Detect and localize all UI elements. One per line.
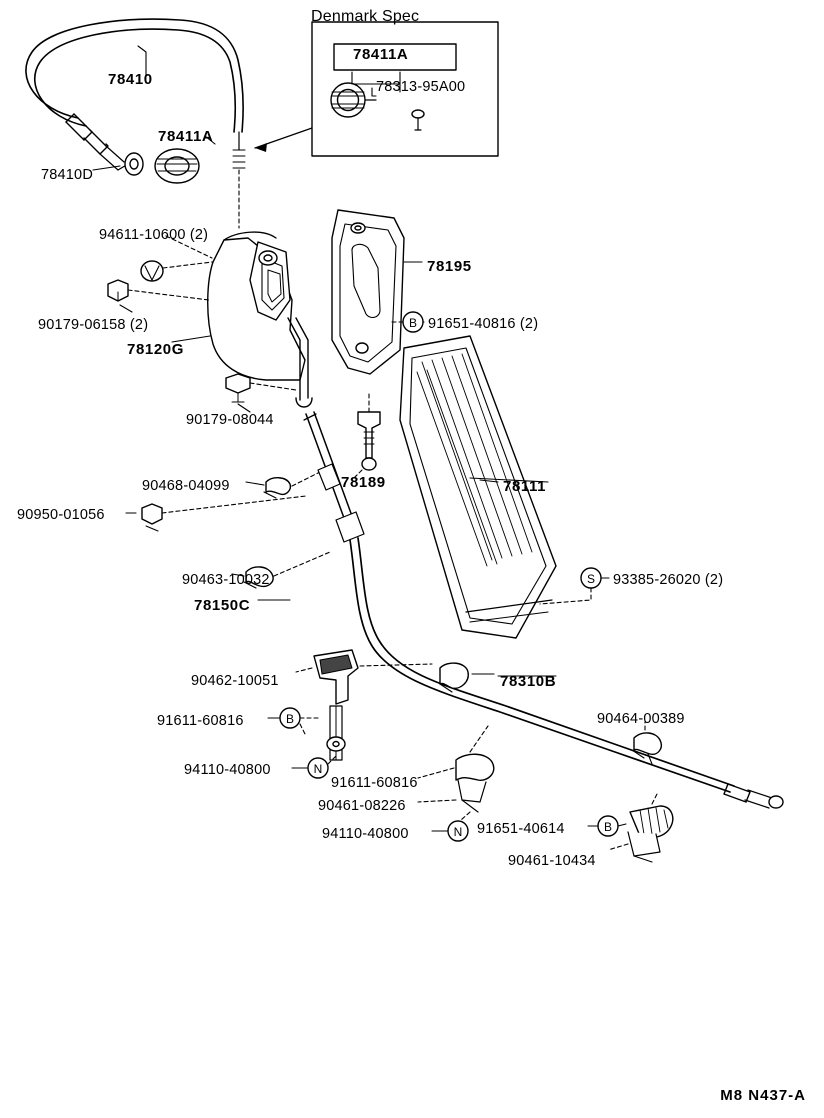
svg-text:N: N — [453, 825, 463, 839]
cable-78150c — [304, 412, 783, 808]
callout-l-90464: 90464-00389 — [597, 711, 685, 727]
part-90464-00389 — [632, 722, 661, 764]
svg-text:B: B — [408, 316, 418, 330]
callout-l-90468: 90468-04099 — [142, 478, 230, 494]
inset-title: Denmark Spec — [311, 8, 420, 25]
pedal-bracket-78120g — [208, 232, 312, 407]
callout-l-78411a: 78411A — [158, 128, 214, 145]
callout-l-91611a: 91611-60816 — [157, 713, 244, 729]
callout-l-91611b: 91611-60816 — [331, 775, 418, 791]
callout-l-78189: 78189 — [341, 474, 386, 491]
callout-l-90179b: 90179-08044 — [186, 412, 274, 428]
svg-text:B: B — [603, 820, 613, 834]
svg-text:S: S — [586, 572, 596, 586]
cable-78410 — [26, 19, 245, 228]
callout-l-94611: 94611-10600 (2) — [99, 227, 209, 243]
part-78310b — [440, 663, 494, 692]
svg-text:B: B — [285, 712, 295, 726]
callout-l-78195: 78195 — [427, 258, 472, 275]
inset-part-78411a: 78411A — [353, 46, 409, 63]
part-78189 — [352, 394, 380, 480]
callout-l-78111: 78111 — [503, 478, 547, 495]
callout-l-93385: 93385-26020 (2) — [613, 572, 724, 588]
part-78411a — [155, 149, 199, 183]
part-94110-40800-lower — [432, 821, 468, 841]
diagram-footer-code: M8 N437-A — [720, 1087, 806, 1104]
callout-l-78120g: 78120G — [127, 341, 184, 358]
part-91651-40614 — [588, 816, 626, 836]
callout-l-90463: 90463-10032 — [182, 572, 270, 588]
callout-l-78310b: 78310B — [500, 673, 557, 690]
callout-l-90461b: 90461-10434 — [508, 853, 596, 869]
svg-text:N: N — [313, 762, 323, 776]
callout-l-90950: 90950-01056 — [17, 507, 105, 523]
inset-part-78313: 78313-95A00 — [376, 79, 466, 95]
callout-l-90461a: 90461-08226 — [318, 798, 406, 814]
callout-l-78150c: 78150C — [194, 597, 251, 614]
callout-l-91651b: 91651-40614 — [477, 821, 565, 837]
part-78410d — [125, 153, 143, 175]
callout-l-90179a: 90179-06158 (2) — [38, 317, 149, 333]
callout-l-78410d: 78410D — [41, 167, 93, 183]
callout-l-91651a: 91651-40816 (2) — [428, 316, 539, 332]
callout-l-90462: 90462-10051 — [191, 673, 279, 689]
callout-l-94110b: 94110-40800 — [322, 826, 409, 842]
callout-l-78410: 78410 — [108, 71, 153, 88]
part-90461-08226 — [418, 726, 494, 828]
part-90468-04099 — [246, 472, 320, 498]
callout-l-94110a: 94110-40800 — [184, 762, 271, 778]
part-90462-10051 — [296, 650, 432, 760]
part-91611-60816-upper — [268, 708, 318, 736]
part-90950-01056 — [126, 496, 306, 531]
part-90179-06158 — [108, 280, 209, 312]
